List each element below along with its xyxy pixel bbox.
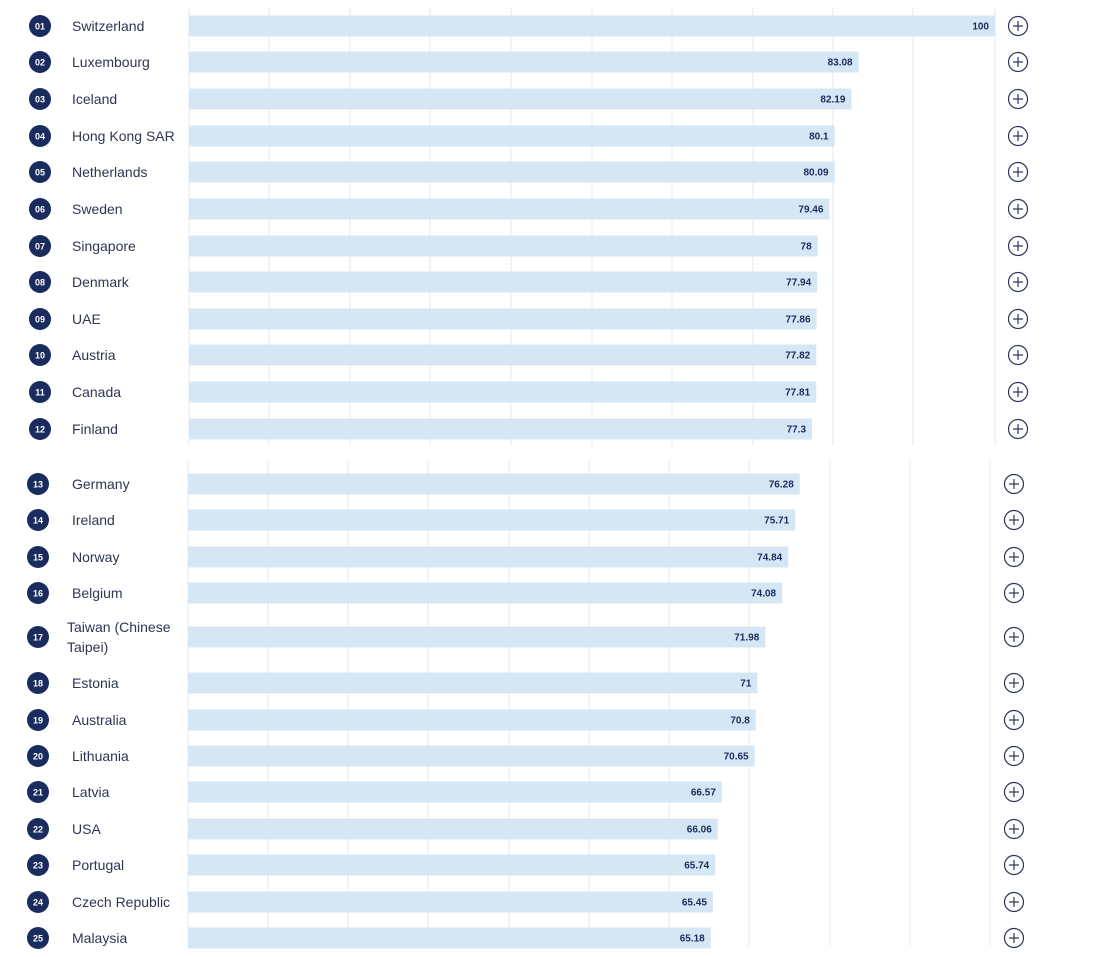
- country-label: Finland: [72, 421, 118, 437]
- rank-number: 20: [32, 751, 44, 762]
- bar: [189, 309, 817, 330]
- value-label: 78: [800, 241, 812, 253]
- value-label: 74.84: [757, 552, 783, 564]
- table-row: [27, 818, 1024, 840]
- table-row: [27, 781, 1024, 803]
- rank-number: 07: [34, 241, 46, 252]
- rank-number: 06: [34, 204, 46, 215]
- table-row: [27, 672, 1024, 694]
- bar: [188, 627, 765, 648]
- rank-number: 09: [34, 314, 46, 325]
- rank-number: 16: [32, 588, 44, 599]
- rank-number: 14: [32, 515, 44, 526]
- expand-row-button[interactable]: [1009, 200, 1028, 219]
- table-row: [29, 51, 1028, 73]
- country-label: Estonia: [72, 675, 119, 691]
- table-row: [27, 891, 1024, 913]
- value-label: 65.18: [679, 933, 705, 945]
- table-row: [29, 235, 1028, 257]
- country-label: Sweden: [72, 201, 123, 217]
- country-label: Canada: [72, 384, 122, 400]
- bar: [189, 89, 851, 110]
- value-label: 70.8: [730, 715, 750, 727]
- country-label: Iceland: [72, 91, 118, 107]
- country-label: Netherlands: [72, 164, 148, 180]
- value-label: 83.08: [827, 57, 853, 69]
- country-label: USA: [72, 821, 101, 837]
- bar: [189, 382, 816, 403]
- rank-number: 18: [32, 678, 44, 689]
- expand-row-button[interactable]: [1009, 310, 1028, 329]
- expand-row-button[interactable]: [1009, 273, 1028, 292]
- expand-row-button[interactable]: [1009, 17, 1028, 36]
- rank-number: 11: [35, 387, 45, 398]
- value-label: 76.28: [768, 479, 794, 491]
- bar: [188, 819, 718, 840]
- table-row: [27, 619, 1024, 655]
- table-row: [27, 709, 1024, 731]
- country-label: Denmark: [72, 274, 129, 290]
- expand-row-button[interactable]: [1005, 548, 1024, 567]
- value-label: 70.65: [723, 751, 749, 763]
- rank-number: 17: [32, 632, 44, 643]
- value-label: 77.81: [785, 387, 811, 399]
- expand-row-button[interactable]: [1009, 127, 1028, 146]
- value-label: 65.45: [681, 897, 707, 909]
- table-row: [29, 88, 1028, 110]
- bar: [188, 892, 713, 913]
- table-row: [27, 509, 1024, 531]
- country-label: Malaysia: [72, 930, 128, 946]
- bar: [188, 710, 756, 731]
- value-label: 100: [972, 21, 989, 33]
- value-label: 66.06: [686, 824, 712, 836]
- expand-row-button[interactable]: [1005, 628, 1024, 647]
- bar: [188, 928, 711, 949]
- bar: [189, 162, 835, 183]
- bar: [189, 419, 812, 440]
- table-row: [27, 473, 1024, 495]
- expand-row-button[interactable]: [1009, 163, 1028, 182]
- expand-row-button[interactable]: [1005, 929, 1024, 948]
- country-label: Austria: [72, 347, 116, 363]
- table-row: [29, 308, 1028, 330]
- bar: [188, 673, 757, 694]
- rank-number: 25: [32, 933, 44, 944]
- value-label: 82.19: [820, 94, 846, 106]
- country-label: UAE: [72, 311, 101, 327]
- rank-number: 04: [34, 131, 46, 142]
- value-label: 80.1: [809, 131, 829, 143]
- expand-row-button[interactable]: [1005, 674, 1024, 693]
- table-row: [29, 125, 1028, 147]
- table-row: [29, 271, 1028, 293]
- value-label: 79.46: [798, 204, 824, 216]
- rank-number: 23: [32, 860, 44, 871]
- country-label: Luxembourg: [72, 54, 150, 70]
- expand-row-button[interactable]: [1005, 584, 1024, 603]
- rank-number: 10: [34, 350, 46, 361]
- country-label: Switzerland: [72, 18, 145, 34]
- rank-number: 02: [34, 57, 46, 68]
- table-row: [29, 381, 1028, 403]
- rank-number: 01: [34, 21, 46, 32]
- bar: [189, 199, 829, 220]
- country-label: Norway: [72, 549, 120, 565]
- expand-row-button[interactable]: [1005, 856, 1024, 875]
- bar: [189, 345, 816, 366]
- table-row: [27, 927, 1024, 949]
- expand-row-button[interactable]: [1009, 346, 1028, 365]
- expand-row-button[interactable]: [1009, 237, 1028, 256]
- country-label: Latvia: [72, 784, 110, 800]
- rank-number: 05: [34, 167, 46, 178]
- value-label: 71.98: [734, 632, 760, 644]
- table-row: [27, 582, 1024, 604]
- country-label: Czech Republic: [72, 894, 171, 910]
- rank-number: 21: [32, 787, 44, 798]
- bar: [188, 782, 722, 803]
- expand-row-button[interactable]: [1005, 711, 1024, 730]
- bar: [189, 126, 835, 147]
- table-row: [29, 15, 1028, 37]
- country-label: Germany: [72, 476, 130, 492]
- value-label: 77.86: [785, 314, 811, 326]
- rank-number: 13: [32, 479, 44, 490]
- bar: [188, 510, 795, 531]
- value-label: 75.71: [764, 515, 790, 527]
- bar: [189, 52, 859, 73]
- country-label: Singapore: [72, 238, 136, 254]
- bar: [189, 16, 995, 37]
- bar: [188, 474, 800, 495]
- rank-number: 24: [32, 897, 44, 908]
- value-label: 65.74: [684, 860, 710, 872]
- expand-row-button[interactable]: [1009, 383, 1028, 402]
- country-label: Ireland: [72, 512, 115, 528]
- expand-row-button[interactable]: [1009, 420, 1028, 439]
- expand-row-button[interactable]: [1009, 53, 1028, 72]
- rank-number: 08: [34, 277, 46, 288]
- country-label: Australia: [72, 712, 127, 728]
- value-label: 74.08: [751, 588, 777, 600]
- value-label: 80.09: [803, 167, 829, 179]
- rank-number: 03: [34, 94, 46, 105]
- country-label: Taiwan (Chinese Taipei): [67, 619, 171, 655]
- rank-number: 19: [32, 715, 44, 726]
- country-label: Portugal: [72, 857, 125, 873]
- country-label: Belgium: [72, 585, 123, 601]
- expand-row-button[interactable]: [1005, 893, 1024, 912]
- table-row: [29, 344, 1028, 366]
- bar: [188, 547, 788, 568]
- bar: [188, 855, 715, 876]
- value-label: 77.3: [786, 424, 807, 436]
- table-row: [29, 161, 1028, 183]
- table-row: [29, 198, 1028, 220]
- expand-row-button[interactable]: [1005, 820, 1024, 839]
- value-label: 77.94: [786, 277, 812, 289]
- bar: [188, 746, 755, 767]
- value-label: 66.57: [690, 787, 716, 799]
- rank-number: 12: [34, 424, 46, 435]
- expand-row-button[interactable]: [1005, 511, 1024, 530]
- table-row: [27, 854, 1024, 876]
- table-row: [29, 418, 1028, 440]
- expand-row-button[interactable]: [1009, 90, 1028, 109]
- expand-row-button[interactable]: [1005, 783, 1024, 802]
- country-label: Lithuania: [72, 748, 129, 764]
- rank-number: 15: [32, 552, 44, 563]
- bar: [189, 272, 817, 293]
- rank-number: 22: [32, 824, 44, 835]
- table-row: [27, 546, 1024, 568]
- bar: [189, 236, 818, 257]
- bar: [188, 583, 782, 604]
- country-label: Hong Kong SAR: [72, 128, 175, 144]
- value-label: 77.82: [785, 350, 811, 362]
- table-row: [27, 745, 1024, 767]
- ranking-rows: [27, 15, 1028, 949]
- expand-row-button[interactable]: [1005, 475, 1024, 494]
- expand-row-button[interactable]: [1005, 747, 1024, 766]
- value-label: 71: [740, 678, 752, 690]
